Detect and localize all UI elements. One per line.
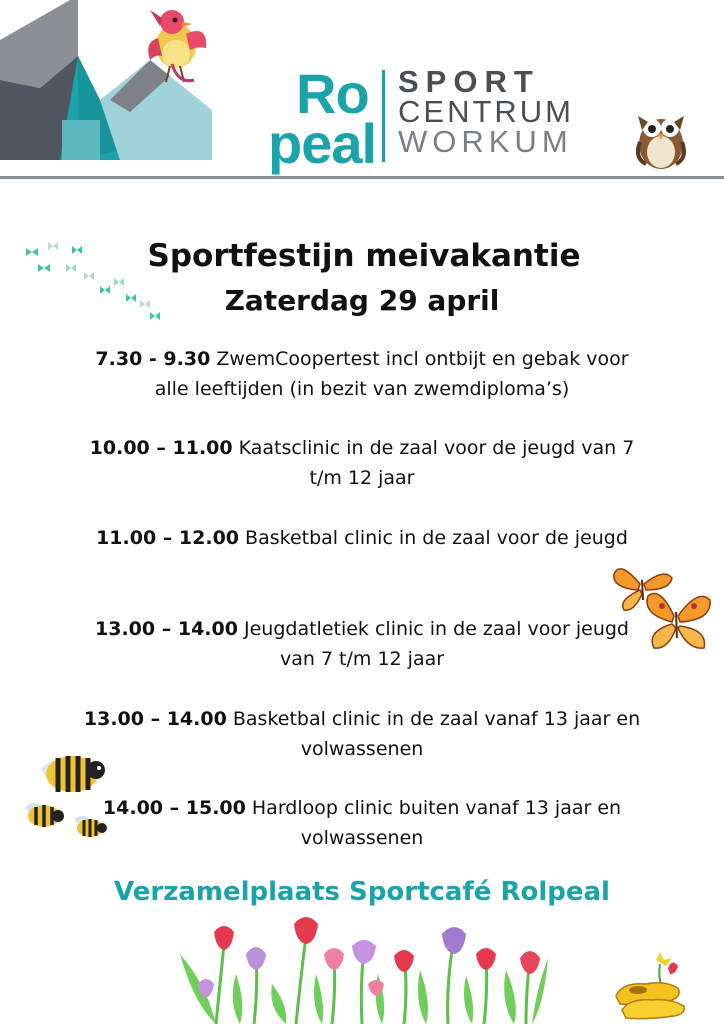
owl-icon <box>630 102 692 172</box>
schedule-time: 11.00 – 12.00 <box>96 527 240 549</box>
tulips-illustration <box>176 914 556 1024</box>
bird-icon <box>142 4 212 86</box>
schedule-item <box>80 433 644 493</box>
schedule-time: 13.00 – 14.00 <box>95 618 238 640</box>
logo-divider <box>382 70 385 162</box>
schedule-time: 14.00 – 15.00 <box>102 797 246 819</box>
schedule-item <box>80 704 644 764</box>
logo-word-centrum: CENTRUM <box>398 94 574 129</box>
header-divider <box>0 176 724 179</box>
meeting-point: Verzamelplaats Sportcafé Rolpeal <box>114 877 610 907</box>
logo-word-sport: SPORT <box>398 64 540 99</box>
header <box>0 0 724 180</box>
schedule-description: ZwemCoopertest incl ontbijt en gebak voor alle leeftijden (in bezit van zwemdiploma’s) <box>154 348 629 400</box>
schedule-item <box>80 614 644 674</box>
schedule-item <box>80 793 644 853</box>
clogs-icon <box>612 950 692 1022</box>
schedule-description: Hardloop clinic buiten vanaf 13 jaar en volwassenen <box>245 797 622 849</box>
page-title: Sportfestijn meivakantie <box>147 238 581 274</box>
schedule-description: Basketbal clinic in de zaal vanaf 13 jaar en volwassenen <box>226 708 641 760</box>
schedule-item <box>80 344 644 404</box>
schedule-time: 10.00 – 11.00 <box>89 437 233 459</box>
event-date: Zaterdag 29 april <box>224 284 500 317</box>
schedule-time: 13.00 – 14.00 <box>83 708 227 730</box>
schedule-description: Jeugdatletiek clinic in de zaal voor jeugd van 7 t/m 12 jaar <box>237 618 629 670</box>
logo-text-ro: Ro <box>296 62 369 125</box>
schedule-description: Basketbal clinic in de zaal voor de jeugd <box>239 527 628 549</box>
logo-word-workum: WORKUM <box>398 124 573 159</box>
orange-butterflies-icon <box>606 556 716 660</box>
logo-text-peal: peal <box>268 112 377 175</box>
schedule-time: 7.30 - 9.30 <box>95 348 211 370</box>
schedule-description: Kaatsclinic in de zaal voor de jeugd van 7 t/m 12 jaar <box>232 437 635 489</box>
schedule-item <box>80 523 644 553</box>
bees-icon <box>22 740 112 846</box>
